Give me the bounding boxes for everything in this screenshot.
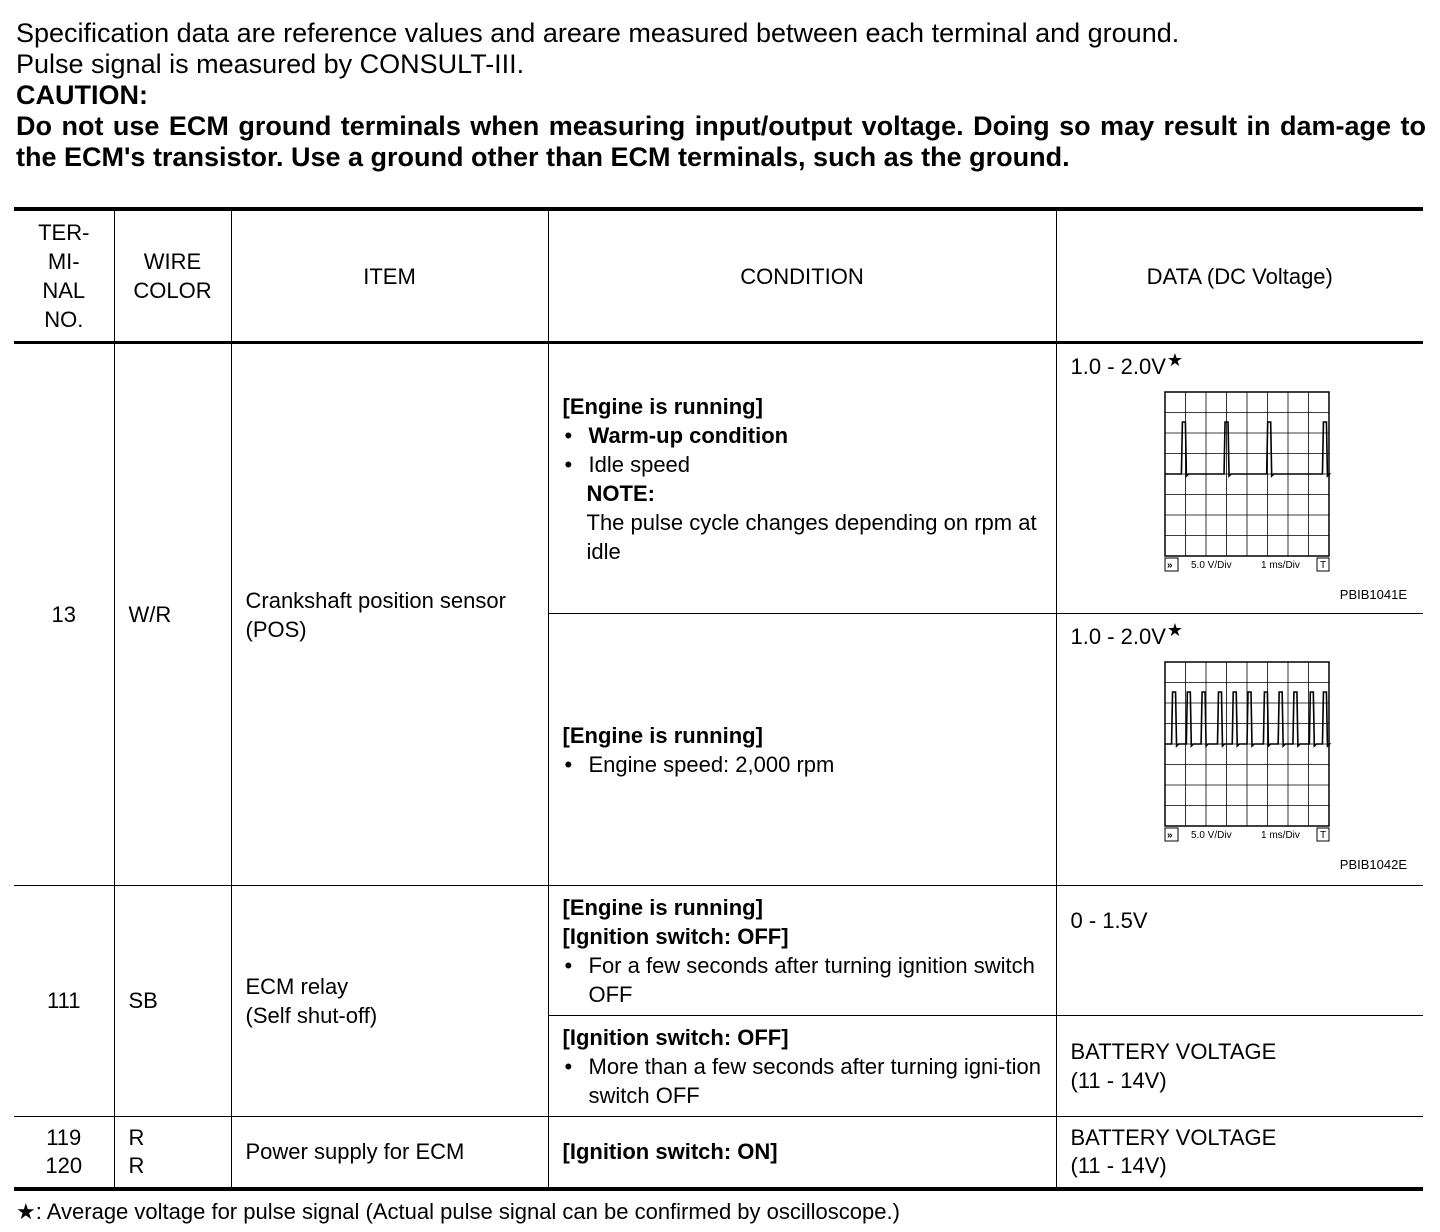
condition-bullet: • More than a few seconds after turning igni-tion switch OFF bbox=[564, 1053, 1041, 1108]
bullet-text: Idle speed bbox=[588, 451, 691, 477]
star-icon: ★ bbox=[16, 1199, 36, 1224]
header-data: DATA (DC Voltage) bbox=[1056, 209, 1423, 343]
condition bbox=[548, 1117, 1056, 1189]
header-terminal-line: TER- bbox=[38, 220, 90, 245]
wire-color-line: R bbox=[128, 1124, 145, 1150]
header-terminal-line: MI- bbox=[47, 249, 80, 274]
header-terminal-line: NAL bbox=[42, 278, 86, 303]
condition bbox=[548, 614, 1056, 886]
scope-volt-scale: 5.0 V/Div bbox=[1190, 560, 1232, 571]
scope-arrows-icon: » bbox=[1166, 830, 1173, 841]
header-terminal bbox=[14, 209, 114, 343]
bullet-text: Engine speed: 2,000 rpm bbox=[588, 751, 835, 777]
data-cell bbox=[1056, 343, 1423, 614]
table-row bbox=[14, 1117, 1423, 1189]
data-cell bbox=[1056, 1016, 1423, 1117]
voltage bbox=[1070, 350, 1410, 380]
wire-color bbox=[114, 1117, 231, 1189]
terminal-no-line: 120 bbox=[45, 1152, 83, 1178]
data-value: 0 - 1.5V bbox=[1070, 908, 1148, 933]
data-value: (11 - 14V) bbox=[1070, 1068, 1167, 1093]
footnote-text: : Average voltage for pulse signal (Actual pulse signal can be confirmed by oscilloscope.) bbox=[35, 1199, 900, 1224]
header-wire-line: COLOR bbox=[133, 278, 212, 303]
bullet-text: Warm-up condition bbox=[588, 422, 789, 448]
header-terminal-line: NO. bbox=[44, 307, 84, 332]
terminal-no: 13 bbox=[14, 343, 114, 886]
terminal-no: 111 bbox=[14, 886, 114, 1117]
note-text: The pulse cycle changes depending on rpm at idle bbox=[586, 509, 1037, 564]
data-value: (11 - 14V) bbox=[1070, 1152, 1167, 1178]
data-value: BATTERY VOLTAGE bbox=[1070, 1124, 1277, 1150]
item-line: (POS) bbox=[245, 616, 307, 642]
note-label: NOTE: bbox=[586, 480, 655, 506]
figure-code: PBIB1042E bbox=[1339, 857, 1407, 872]
wire-color-line: R bbox=[128, 1152, 145, 1178]
condition bbox=[548, 886, 1056, 1016]
caution-text: Do not use ECM ground terminals when measuring input/output voltage. Doing so may result in dam-age to the ECM's transistor. Use a ground other than ECM terminals, such as the ground. bbox=[16, 111, 1426, 172]
scope-volt-scale: 5.0 V/Div bbox=[1190, 830, 1232, 841]
condition-heading: [Engine is running] bbox=[562, 393, 763, 419]
condition-bullet: • Engine speed: 2,000 rpm bbox=[564, 751, 835, 777]
item-line: ECM relay bbox=[245, 974, 349, 999]
header-condition: CONDITION bbox=[548, 209, 1056, 343]
scope-time-scale: 1 ms/Div bbox=[1260, 830, 1300, 841]
caution-label: CAUTION: bbox=[16, 80, 148, 110]
header-wire-line: WIRE bbox=[143, 249, 202, 274]
item: Power supply for ECM bbox=[231, 1117, 548, 1189]
condition-heading: [Engine is running] bbox=[562, 894, 763, 920]
condition-heading: [Ignition switch: OFF] bbox=[562, 1024, 789, 1050]
footnote bbox=[16, 1198, 900, 1226]
data-value: BATTERY VOLTAGE bbox=[1070, 1039, 1277, 1064]
star-icon: ★ bbox=[1166, 350, 1184, 370]
item bbox=[231, 343, 548, 886]
condition-heading: [Ignition switch: OFF] bbox=[562, 923, 789, 949]
voltage-text: 1.0 - 2.0V bbox=[1070, 624, 1166, 649]
wire-color: SB bbox=[114, 886, 231, 1117]
intro-block bbox=[16, 18, 1426, 173]
scope-trigger-label: T bbox=[1319, 560, 1326, 571]
scope-figure bbox=[1071, 380, 1410, 602]
condition bbox=[548, 343, 1056, 614]
condition bbox=[548, 1016, 1056, 1117]
data-cell bbox=[1056, 614, 1423, 886]
terminal-no bbox=[14, 1117, 114, 1189]
condition-bullet: • Idle speed bbox=[564, 451, 691, 477]
header-item: ITEM bbox=[231, 209, 548, 343]
item-line: Crankshaft position sensor bbox=[245, 587, 506, 613]
condition-bullet: • Warm-up condition bbox=[564, 422, 789, 448]
terminal-no-line: 119 bbox=[46, 1124, 82, 1150]
scope-trigger-label: T bbox=[1319, 830, 1326, 841]
data-cell bbox=[1056, 886, 1423, 1016]
voltage bbox=[1070, 620, 1410, 650]
oscilloscope-2000rpm-waveform bbox=[1163, 660, 1333, 850]
wire-color: W/R bbox=[114, 343, 231, 886]
item-line: (Self shut-off) bbox=[245, 1003, 378, 1028]
table-row bbox=[14, 343, 1423, 614]
scope-arrows-icon: » bbox=[1166, 560, 1173, 571]
voltage-text: 1.0 - 2.0V bbox=[1070, 354, 1166, 379]
figure-code: PBIB1041E bbox=[1339, 587, 1407, 602]
table-row bbox=[14, 886, 1423, 1016]
condition-heading: [Engine is running] bbox=[562, 722, 763, 748]
bullet-text: For a few seconds after turning ignition switch OFF bbox=[588, 952, 1035, 1007]
bullet-text: More than a few seconds after turning igni-tion switch OFF bbox=[588, 1053, 1041, 1108]
header-row bbox=[14, 209, 1423, 343]
header-wire-color bbox=[114, 209, 231, 343]
condition-heading: [Ignition switch: ON] bbox=[562, 1139, 778, 1165]
condition-bullet: • For a few seconds after turning ignition switch OFF bbox=[563, 951, 1042, 1009]
spec-table bbox=[14, 207, 1423, 1191]
intro-line-2: Pulse signal is measured by CONSULT-III. bbox=[16, 49, 525, 79]
scope-figure bbox=[1071, 650, 1410, 872]
item bbox=[231, 886, 548, 1117]
scope-time-scale: 1 ms/Div bbox=[1260, 560, 1300, 571]
oscilloscope-idle-waveform bbox=[1163, 390, 1333, 580]
intro-line-1: Specification data are reference values and areare measured between each terminal and ground. bbox=[16, 18, 1180, 48]
data-cell bbox=[1056, 1117, 1423, 1189]
star-icon: ★ bbox=[1166, 620, 1184, 640]
